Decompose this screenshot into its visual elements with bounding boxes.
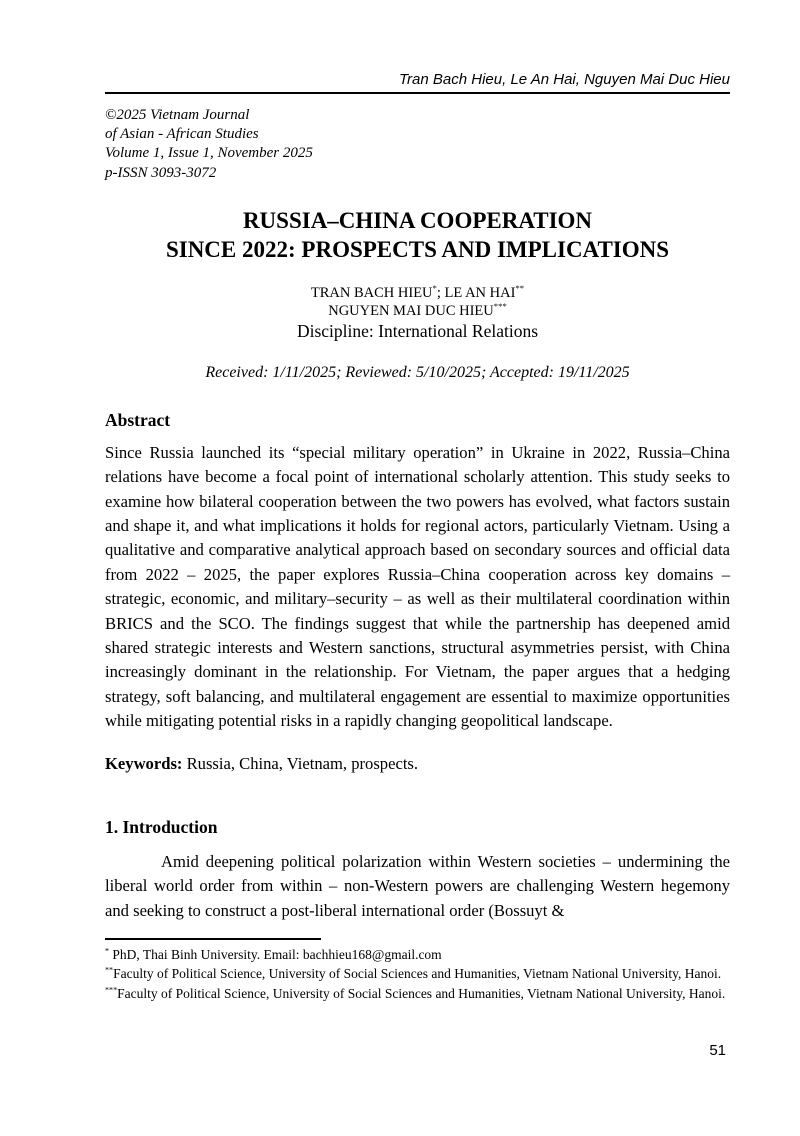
author-2-name: LE AN HAI xyxy=(444,284,516,301)
author-1-name: TRAN BACH HIEU xyxy=(310,284,433,301)
journal-issn-line: p-ISSN 3093-3072 xyxy=(105,164,217,181)
footnote-1-text: PhD, Thai Binh University. Email: bachhieu168@gmail.com xyxy=(109,947,442,962)
journal-name-line: of Asian - African Studies xyxy=(105,126,259,143)
footnote-1 xyxy=(105,945,730,964)
review-dates-line: Received: 1/11/2025; Reviewed: 5/10/2025; Accepted: 19/11/2025 xyxy=(205,363,630,381)
article-title-line2: SINCE 2022: PROSPECTS AND IMPLICATIONS xyxy=(165,236,670,262)
author-3-affiliation-mark: *** xyxy=(493,300,507,311)
journal-imprint xyxy=(105,106,730,183)
keywords-line xyxy=(105,752,730,776)
author-2-affiliation-mark: ** xyxy=(515,282,525,293)
abstract-text: Since Russia launched its “special military operation” in Ukraine in 2022, Russia–China relations have become a focal point of international scholarly attention. This study seeks to examine how bilateral cooperation between the two powers has evolved, what factors sustain and shape it, and what implications it holds for regional actors, particularly Vietnam. Using a qualitative and comparative analytical approach based on secondary sources and official data from 2022 – 2025, the paper explores Russia–China cooperation across key domains – strategic, economic, and military–security – as well as their multilateral coordination within BRICS and the SCO. The findings suggest that while the partnership has deepened amid shared strategic interests and Western sanctions, structural asymmetries persist, with China increasingly dominant in the relationship. For Vietnam, the paper argues that a hedging strategy, soft balancing, and multilateral engagement are essential to maximize opportunities while mitigating potential risks in a rapidly changing geopolitical landscape. xyxy=(105,442,730,731)
keywords-label: Keywords: xyxy=(105,753,183,773)
byline-row-1 xyxy=(105,284,730,302)
footnote-separator-rule xyxy=(105,938,321,940)
footnote-3-mark: *** xyxy=(105,985,118,995)
footnote-3-text: Faculty of Political Science, University of Social Sciences and Humanities, Vietnam National University, Hanoi. xyxy=(117,985,726,1001)
footnote-2-text: Faculty of Political Science, University of Social Sciences and Humanities, Vietnam National University, Hanoi. xyxy=(113,966,722,982)
journal-volume-line: Volume 1, Issue 1, November 2025 xyxy=(105,145,313,162)
footnote-3 xyxy=(105,984,730,1003)
journal-copyright-line: ©2025 Vietnam Journal xyxy=(105,107,250,123)
article-title xyxy=(105,206,730,264)
abstract-heading: Abstract xyxy=(105,409,171,430)
footnote-2 xyxy=(105,964,730,983)
byline-row-2 xyxy=(105,302,730,320)
byline xyxy=(105,284,730,343)
running-head-authors: Tran Bach Hieu, Le An Hai, Nguyen Mai Duc Hieu xyxy=(105,72,730,94)
page-number: 51 xyxy=(709,1042,726,1059)
footnote-2-mark: ** xyxy=(105,965,114,975)
discipline-line: Discipline: International Relations xyxy=(296,320,539,341)
author-separator: ; xyxy=(436,284,445,301)
keywords-text: Russia, China, Vietnam, prospects. xyxy=(182,753,419,773)
introduction-paragraph: Amid deepening political polarization within Western societies – undermining the liberal world order from within – non-Western powers are challenging Western hegemony and seeking to construct a post-liberal international order (Bossuyt & xyxy=(105,851,730,920)
footnote-1-mark: * xyxy=(105,946,110,956)
article-title-line1: RUSSIA–CHINA COOPERATION xyxy=(242,207,593,233)
author-1-affiliation-mark: * xyxy=(432,282,437,293)
section-heading-introduction: 1. Introduction xyxy=(105,816,218,837)
author-3-name: NGUYEN MAI DUC HIEU xyxy=(328,302,494,319)
footnotes-block xyxy=(105,938,730,1003)
